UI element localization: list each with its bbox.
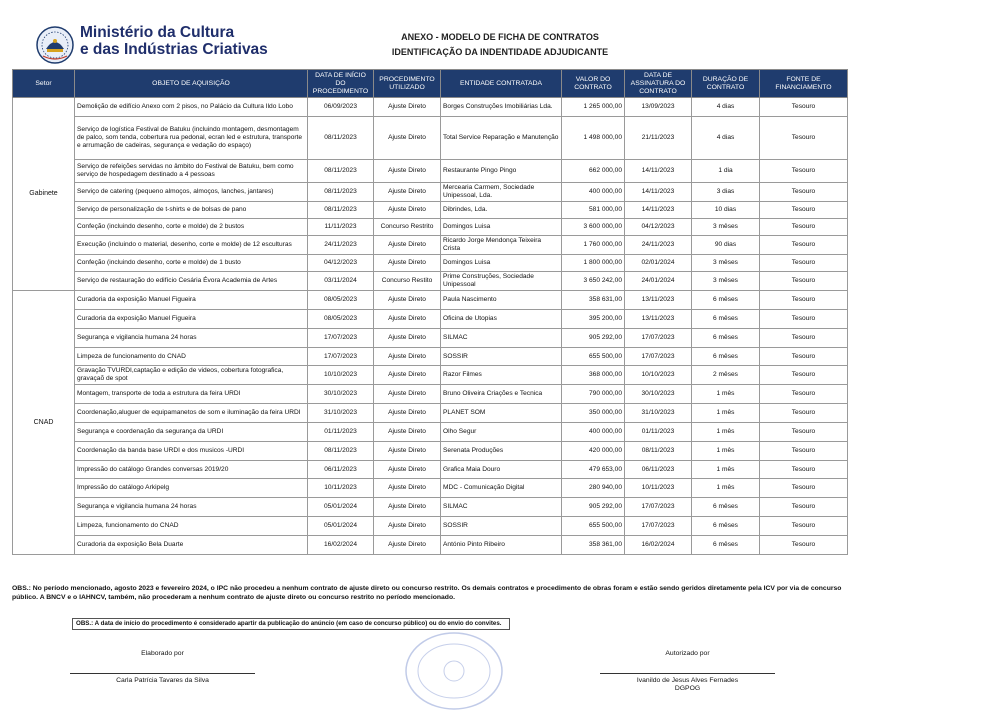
table-cell: Ajuste Direto <box>374 423 441 442</box>
table-cell: Tesouro <box>760 117 848 160</box>
table-cell: PLANET SOM <box>441 404 562 423</box>
table-cell: 3 600 000,00 <box>562 219 625 236</box>
contracts-table <box>12 69 848 555</box>
table-cell: SILMAC <box>441 329 562 348</box>
table-cell: Tesouro <box>760 291 848 310</box>
table-row <box>13 461 848 479</box>
table-cell: Segurança e vigilancia humana 24 horas <box>75 498 308 517</box>
column-header: ENTIDADE CONTRATADA <box>441 70 562 98</box>
table-cell: 24/01/2024 <box>625 272 692 291</box>
table-cell: Curadoria da exposição Manuel Figueira <box>75 310 308 329</box>
table-cell: Prime Construções, Sociedade Unipessoal <box>441 272 562 291</box>
table-cell: Tesouro <box>760 366 848 385</box>
table-cell: Domingos Luisa <box>441 219 562 236</box>
table-cell: 905 292,00 <box>562 329 625 348</box>
table-cell: 1 760 000,00 <box>562 236 625 255</box>
table-cell: 358 631,00 <box>562 291 625 310</box>
table-cell: Ajuste Direto <box>374 98 441 117</box>
table-cell: 14/11/2023 <box>625 160 692 183</box>
table-cell: 10 dias <box>692 202 760 219</box>
table-cell: 06/11/2023 <box>625 461 692 479</box>
table-row <box>13 219 848 236</box>
table-cell: 08/05/2023 <box>308 310 374 329</box>
table-cell: 01/11/2023 <box>308 423 374 442</box>
table-cell: 14/11/2023 <box>625 183 692 202</box>
table-cell: 06/11/2023 <box>308 461 374 479</box>
table-row <box>13 291 848 310</box>
table-cell: Mercearia Carmem, Sociedade Unipessoal, Lda. <box>441 183 562 202</box>
table-cell: Ajuste Direto <box>374 404 441 423</box>
table-cell: 08/11/2023 <box>625 442 692 461</box>
column-header: VALOR DO CONTRATO <box>562 70 625 98</box>
table-cell: Razor Filmes <box>441 366 562 385</box>
table-cell: Tesouro <box>760 498 848 517</box>
table-row <box>13 423 848 442</box>
table-row <box>13 160 848 183</box>
table-row <box>13 329 848 348</box>
table-cell: 400 000,00 <box>562 183 625 202</box>
table-cell: 08/11/2023 <box>308 160 374 183</box>
table-cell: 1 265 000,00 <box>562 98 625 117</box>
column-header: FONTE DE FINANCIAMENTO <box>760 70 848 98</box>
table-cell: Total Service Reparação e Manutenção <box>441 117 562 160</box>
table-cell: Ajuste Direto <box>374 310 441 329</box>
observation-note: OBS.: No período mencionado, agosto 2023 e fevereiro 2024, o IPC não procedeu a nenhum contrato de ajuste direto ou concurso restrito. Os demais contratos e procedimento de obras foram e estão sendo geridos diretamente pela ICV por via de concurso público. A BNCV e o IAHNCV, também, não procederam a nenhum contrato de ajuste direto ou concurso restrito no período mencionado. <box>12 585 842 601</box>
table-cell: Tesouro <box>760 219 848 236</box>
table-cell: Ajuste Direto <box>374 479 441 498</box>
government-emblem-icon <box>35 25 75 65</box>
signature-line <box>70 673 255 674</box>
authorized-by-title: DGPOG <box>674 685 701 692</box>
table-cell: 05/01/2024 <box>308 517 374 536</box>
table-cell: 02/01/2024 <box>625 255 692 272</box>
table-cell: 1 mês <box>692 479 760 498</box>
table-cell: Tesouro <box>760 461 848 479</box>
table-cell: Montagem, transporte de toda a estrutura da feira URDI <box>75 385 308 404</box>
table-row <box>13 117 848 160</box>
table-cell: 17/07/2023 <box>625 517 692 536</box>
table-cell: 1 mês <box>692 385 760 404</box>
table-cell: 581 000,00 <box>562 202 625 219</box>
table-cell: 17/07/2023 <box>625 498 692 517</box>
table-cell: Tesouro <box>760 517 848 536</box>
table-cell: 10/11/2023 <box>308 479 374 498</box>
table-cell: António Pinto Ribeiro <box>441 536 562 555</box>
table-cell: 08/11/2023 <box>308 183 374 202</box>
table-row <box>13 272 848 291</box>
table-row <box>13 498 848 517</box>
ministry-name <box>80 24 268 58</box>
table-cell: 17/07/2023 <box>625 348 692 366</box>
table-cell: 16/02/2024 <box>625 536 692 555</box>
annex-subtitle: IDENTIFICAÇÃO DA INDENTIDADE ADJUDICANTE <box>391 47 609 57</box>
table-cell: Tesouro <box>760 442 848 461</box>
table-row <box>13 255 848 272</box>
table-cell: 3 dias <box>692 183 760 202</box>
procedure-date-note: OBS.: A data de início do procedimento é considerado apartir da publicação do anúncio (em caso de concurso público) ou do envio do convites. <box>72 618 510 630</box>
table-cell: 13/09/2023 <box>625 98 692 117</box>
table-cell: SOSSIR <box>441 517 562 536</box>
table-cell: Ajuste Direto <box>374 366 441 385</box>
table-row <box>13 310 848 329</box>
table-cell: Bruno Oliveira Criações e Tecnica <box>441 385 562 404</box>
table-cell: Ajuste Direto <box>374 329 441 348</box>
table-cell: Serviço de restauração do edifício Cesária Évora Academia de Artes <box>75 272 308 291</box>
table-cell: Tesouro <box>760 385 848 404</box>
table-cell: 395 200,00 <box>562 310 625 329</box>
column-header: OBJETO DE AQUISIÇÃO <box>75 70 308 98</box>
table-cell: Serviço de personalização de t-shirts e de bolsas de pano <box>75 202 308 219</box>
table-cell: 1 mês <box>692 442 760 461</box>
authorized-by-name: Ivanildo de Jesus Alves Fernades <box>636 677 739 684</box>
table-cell: 6 mêses <box>692 291 760 310</box>
table-cell: 6 mêses <box>692 517 760 536</box>
table-row <box>13 442 848 461</box>
table-cell: 31/10/2023 <box>625 404 692 423</box>
table-cell: SOSSIR <box>441 348 562 366</box>
table-cell: 358 361,00 <box>562 536 625 555</box>
table-cell: Concurso Restrito <box>374 219 441 236</box>
sector-cell: CNAD <box>13 291 75 555</box>
table-cell: Dibrindes, Lda. <box>441 202 562 219</box>
table-row <box>13 479 848 498</box>
table-cell: Tesouro <box>760 160 848 183</box>
table-cell: 30/10/2023 <box>625 385 692 404</box>
table-cell: Segurança e coordenação da segurança da URDI <box>75 423 308 442</box>
table-cell: Gravação TVURDI,captação e edição de videos, cobertura fotografica, gravaçaõ de spot <box>75 366 308 385</box>
table-cell: Tesouro <box>760 423 848 442</box>
table-cell: Ajuste Direto <box>374 536 441 555</box>
table-cell: 08/11/2023 <box>308 117 374 160</box>
table-cell: Coordenação,aluguer de equipamanetos de som e iluminação da feira URDI <box>75 404 308 423</box>
table-header-row <box>13 70 848 98</box>
table-cell: 280 940,00 <box>562 479 625 498</box>
table-cell: 4 dias <box>692 98 760 117</box>
annex-title: ANEXO - MODELO DE FICHA DE CONTRATOS <box>401 32 599 42</box>
table-cell: 16/02/2024 <box>308 536 374 555</box>
table-cell: 6 mêses <box>692 310 760 329</box>
table-cell: Confeção (incluindo desenho, corte e molde) de 1 busto <box>75 255 308 272</box>
signature-line <box>600 673 775 674</box>
table-cell: 10/10/2023 <box>625 366 692 385</box>
table-cell: Tesouro <box>760 348 848 366</box>
table-cell: 2 mêses <box>692 366 760 385</box>
table-cell: Ajuste Direto <box>374 183 441 202</box>
column-header: Setor <box>13 70 75 98</box>
table-cell: 1 mês <box>692 461 760 479</box>
table-cell: 655 500,00 <box>562 348 625 366</box>
table-cell: Tesouro <box>760 310 848 329</box>
table-cell: 24/11/2023 <box>625 236 692 255</box>
table-cell: Ajuste Direto <box>374 160 441 183</box>
table-cell: Execução (incluindo o material, desenho, corte e molde) de 12 esculturas <box>75 236 308 255</box>
table-cell: 1 mês <box>692 423 760 442</box>
table-cell: Ricardo Jorge Mendonça Teixeira Crista <box>441 236 562 255</box>
table-cell: 1 800 000,00 <box>562 255 625 272</box>
table-body <box>13 98 848 555</box>
table-cell: 350 000,00 <box>562 404 625 423</box>
table-cell: Limpeza, funcionamento do CNAD <box>75 517 308 536</box>
table-cell: Tesouro <box>760 329 848 348</box>
table-cell: Serviço de logística Festival de Batuku (incluindo montagem, desmontagem de palco, som tenda, cobertura rua pedonal, ecran led e estrutura, transporte e arrumação de cadeiras, segurança e vedação do espaço) <box>75 117 308 160</box>
table-cell: 04/12/2023 <box>308 255 374 272</box>
table-cell: 05/01/2024 <box>308 498 374 517</box>
table-cell: 30/10/2023 <box>308 385 374 404</box>
table-cell: Impressão do catálogo Arkipelg <box>75 479 308 498</box>
table-cell: 1 dia <box>692 160 760 183</box>
table-row <box>13 404 848 423</box>
table-cell: Confeção (incluindo desenho, corte e molde) de 2 bustos <box>75 219 308 236</box>
authorized-by-signature <box>600 650 775 692</box>
table-cell: Coordenação da banda base URDI e dos musicos -URDI <box>75 442 308 461</box>
table-cell: 13/11/2023 <box>625 291 692 310</box>
table-cell: Concurso Restito <box>374 272 441 291</box>
table-cell: 06/09/2023 <box>308 98 374 117</box>
table-cell: 368 000,00 <box>562 366 625 385</box>
ministry-line-2: e das Indústrias Criativas <box>80 41 268 58</box>
table-cell: Ajuste Direto <box>374 385 441 404</box>
table-row <box>13 236 848 255</box>
prepared-by-label: Elaborado por <box>141 650 184 657</box>
table-cell: 3 mêses <box>692 255 760 272</box>
table-cell: 13/11/2023 <box>625 310 692 329</box>
table-cell: 17/07/2023 <box>308 348 374 366</box>
table-cell: Ajuste Direto <box>374 498 441 517</box>
table-cell: Paula Nascimento <box>441 291 562 310</box>
table-cell: 3 mêses <box>692 272 760 291</box>
table-cell: 08/11/2023 <box>308 202 374 219</box>
table-cell: 14/11/2023 <box>625 202 692 219</box>
table-cell: Segurança e vigilancia humana 24 horas <box>75 329 308 348</box>
table-cell: Serenata Produções <box>441 442 562 461</box>
table-row <box>13 98 848 117</box>
table-cell: Ajuste Direto <box>374 461 441 479</box>
ministry-line-1: Ministério da Cultura <box>80 24 235 41</box>
annex-heading <box>340 30 660 60</box>
table-cell: Domingos Luisa <box>441 255 562 272</box>
table-cell: 6 mêses <box>692 536 760 555</box>
table-cell: Ajuste Direto <box>374 202 441 219</box>
table-cell: Curadoria da exposição Manuel Figueira <box>75 291 308 310</box>
table-cell: Ajuste Direto <box>374 255 441 272</box>
table-cell: Grafica Maia Douro <box>441 461 562 479</box>
table-cell: 10/10/2023 <box>308 366 374 385</box>
table-cell: Tesouro <box>760 255 848 272</box>
table-cell: Tesouro <box>760 98 848 117</box>
table-cell: 08/05/2023 <box>308 291 374 310</box>
table-cell: Ajuste Direto <box>374 348 441 366</box>
table-cell: Demolição de edifício Anexo com 2 pisos, no Palácio da Cultura Ildo Lobo <box>75 98 308 117</box>
column-header: PROCEDIMENTO UTILIZADO <box>374 70 441 98</box>
table-cell: 08/11/2023 <box>308 442 374 461</box>
table-cell: Tesouro <box>760 272 848 291</box>
table-cell: 17/07/2023 <box>625 329 692 348</box>
table-cell: 400 000,00 <box>562 423 625 442</box>
table-cell: Ajuste Direto <box>374 291 441 310</box>
table-cell: 479 653,00 <box>562 461 625 479</box>
table-cell: 3 mêses <box>692 219 760 236</box>
table-row <box>13 385 848 404</box>
prepared-by-signature <box>70 650 255 685</box>
table-cell: 4 dias <box>692 117 760 160</box>
document-header <box>0 0 1000 68</box>
table-cell: 03/11/2024 <box>308 272 374 291</box>
table-row <box>13 536 848 555</box>
table-cell: Ajuste Direto <box>374 236 441 255</box>
table-cell: 24/11/2023 <box>308 236 374 255</box>
table-cell: 17/07/2023 <box>308 329 374 348</box>
table-row <box>13 348 848 366</box>
table-row <box>13 183 848 202</box>
table-cell: 11/11/2023 <box>308 219 374 236</box>
table-cell: 31/10/2023 <box>308 404 374 423</box>
table-cell: Limpeza de funcionamento do CNAD <box>75 348 308 366</box>
table-cell: Tesouro <box>760 536 848 555</box>
table-cell: 1 498 000,00 <box>562 117 625 160</box>
table-cell: Tesouro <box>760 183 848 202</box>
table-cell: Serviço de refeições servidas no âmbito do Festival de Batuku, bem como serviço de hospedagem destinado a 4 pessoas <box>75 160 308 183</box>
table-cell: 6 mêses <box>692 348 760 366</box>
table-cell: Tesouro <box>760 202 848 219</box>
authorized-by-label: Autorizado por <box>665 650 710 657</box>
sector-cell: Gabinete <box>13 98 75 291</box>
table-cell: Tesouro <box>760 404 848 423</box>
table-cell: Olho Segur <box>441 423 562 442</box>
table-cell: 21/11/2023 <box>625 117 692 160</box>
table-row <box>13 517 848 536</box>
table-cell: Ajuste Direto <box>374 442 441 461</box>
table-cell: 655 500,00 <box>562 517 625 536</box>
table-cell: Tesouro <box>760 479 848 498</box>
table-cell: Impressão do catálogo Grandes conversas 2019/20 <box>75 461 308 479</box>
table-cell: 662 000,00 <box>562 160 625 183</box>
table-cell: Ajuste Direto <box>374 117 441 160</box>
table-cell: Curadoria da exposição Bela Duarte <box>75 536 308 555</box>
table-cell: 90 dias <box>692 236 760 255</box>
table-cell: 790 000,00 <box>562 385 625 404</box>
table-row <box>13 202 848 219</box>
column-header: DATA DE INÍCIO DO PROCEDIMENTO <box>308 70 374 98</box>
table-cell: Tesouro <box>760 236 848 255</box>
table-cell: Restaurante Pingo Pingo <box>441 160 562 183</box>
table-cell: 1 mês <box>692 404 760 423</box>
table-row <box>13 366 848 385</box>
column-header: DATA DE ASSINATURA DO CONTRATO <box>625 70 692 98</box>
table-cell: Ajuste Direto <box>374 517 441 536</box>
table-cell: MDC - Comunicação Digital <box>441 479 562 498</box>
prepared-by-name: Carla Patrícia Tavares da Silva <box>116 677 209 684</box>
table-cell: SILMAC <box>441 498 562 517</box>
table-cell: 04/12/2023 <box>625 219 692 236</box>
table-cell: 420 000,00 <box>562 442 625 461</box>
column-header: DURAÇÃO DE CONTRATO <box>692 70 760 98</box>
table-cell: 10/11/2023 <box>625 479 692 498</box>
table-cell: Oficina de Utopias <box>441 310 562 329</box>
table-cell: Borges Construções Imobiliárias Lda. <box>441 98 562 117</box>
table-cell: 905 292,00 <box>562 498 625 517</box>
table-cell: Serviço de catering (pequeno almoços, almoços, lanches, jantares) <box>75 183 308 202</box>
table-cell: 3 650 242,00 <box>562 272 625 291</box>
official-stamp-icon <box>402 630 507 712</box>
table-cell: 6 mêses <box>692 498 760 517</box>
table-cell: 6 mêses <box>692 329 760 348</box>
table-cell: 01/11/2023 <box>625 423 692 442</box>
